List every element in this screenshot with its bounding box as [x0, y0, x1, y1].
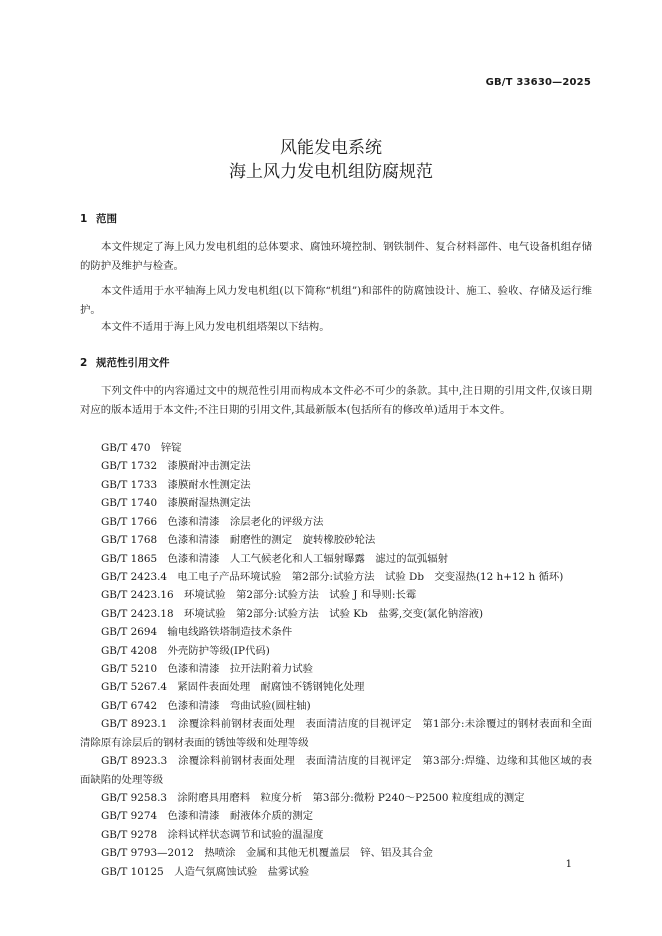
reference-item: GB/T 1732 漆膜耐冲击测定法: [101, 460, 251, 473]
section-number: 1: [80, 213, 88, 225]
reference-item: GB/T 2694 输电线路铁塔制造技术条件: [101, 626, 293, 639]
reference-item: GB/T 9278 涂料试样状态调节和试验的温湿度: [101, 828, 324, 841]
reference-item: GB/T 8923.3 涂覆涂料前钢材表面处理 表面清洁度的目视评定 第3部分:焊缝、边缘和其他区域的表面缺陷的处理等级: [80, 755, 592, 786]
reference-item: GB/T 9274 色漆和清漆 耐液体介质的测定: [101, 810, 313, 823]
scope-paragraph: 本文件适用于水平轴海上风力发电机组(以下简称“机组”)和部件的防腐蚀设计、施工、验收、存储及运行维护。: [80, 285, 592, 316]
reference-item: GB/T 1865 色漆和清漆 人工气候老化和人工辐射曝露 滤过的氙弧辐射: [101, 552, 449, 565]
reference-item: GB/T 4208 外壳防护等级(IP代码): [101, 644, 270, 657]
document-title-line2: 海上风力发电机组防腐规范: [229, 162, 433, 182]
scope-paragraph: 本文件规定了海上风力发电机组的总体要求、腐蚀环境控制、钢铁制件、复合材料部件、电气设备机组存储的防护及维护与检查。: [80, 241, 592, 272]
document-title-line1: 风能发电系统: [280, 138, 382, 158]
reference-item: GB/T 1768 色漆和清漆 耐磨性的测定 旋转橡胶砂轮法: [101, 534, 376, 547]
page-number: 1: [565, 859, 572, 870]
reference-item: GB/T 5210 色漆和清漆 拉开法附着力试验: [101, 663, 313, 676]
reference-item: GB/T 2423.16 环境试验 第2部分:试验方法 试验 J 和导则:长霉: [101, 589, 417, 602]
reference-item: GB/T 470 锌锭: [101, 442, 182, 454]
reference-item: GB/T 1740 漆膜耐湿热测定法: [101, 497, 251, 510]
standard-number: GB/T 33630—2025: [485, 77, 591, 88]
reference-item: GB/T 6742 色漆和清漆 弯曲试验(圆柱轴): [101, 699, 311, 712]
section-2-heading: [80, 355, 170, 370]
section-title: 范围: [96, 213, 117, 225]
reference-item: GB/T 9793—2012 热喷涂 金属和其他无机覆盖层 锌、铝及其合金: [101, 847, 433, 860]
reference-item: GB/T 1733 漆膜耐水性测定法: [101, 478, 251, 491]
section-title: 规范性引用文件: [96, 357, 170, 369]
scope-paragraph: 本文件不适用于海上风力发电机组塔架以下结构。: [101, 321, 330, 333]
reference-item: GB/T 8923.1 涂覆涂料前钢材表面处理 表面清洁度的目视评定 第1部分:未涂覆过的钢材表面和全面清除原有涂层后的钢材表面的锈蚀等级和处理等级: [80, 718, 592, 749]
section-number: 2: [80, 357, 88, 369]
reference-item: GB/T 2423.4 电工电子产品环境试验 第2部分:试验方法 试验 Db 交变湿热(12 h+12 h 循环): [101, 570, 564, 583]
section-1-heading: [80, 211, 117, 226]
reference-item: GB/T 10125 人造气氛腐蚀试验 盐雾试验: [101, 865, 310, 878]
reference-item: GB/T 5267.4 紧固件表面处理 耐腐蚀不锈钢钝化处理: [101, 681, 365, 694]
reference-list: [80, 439, 592, 881]
reference-item: GB/T 1766 色漆和清漆 涂层老化的评级方法: [101, 515, 324, 528]
reference-item: GB/T 9258.3 涂附磨具用磨料 粒度分析 第3部分:微粉 P240～P2500 粒度组成的测定: [101, 792, 525, 805]
reference-item: GB/T 2423.18 环境试验 第2部分:试验方法 试验 Kb 盐雾,交变(氯化钠溶液): [101, 607, 484, 620]
references-intro: 下列文件中的内容通过文中的规范性引用而构成本文件必不可少的条款。其中,注日期的引用文件,仅该日期对应的版本适用于本文件;不注日期的引用文件,其最新版本(包括所有的修改单)适用于本文件。: [80, 385, 592, 416]
